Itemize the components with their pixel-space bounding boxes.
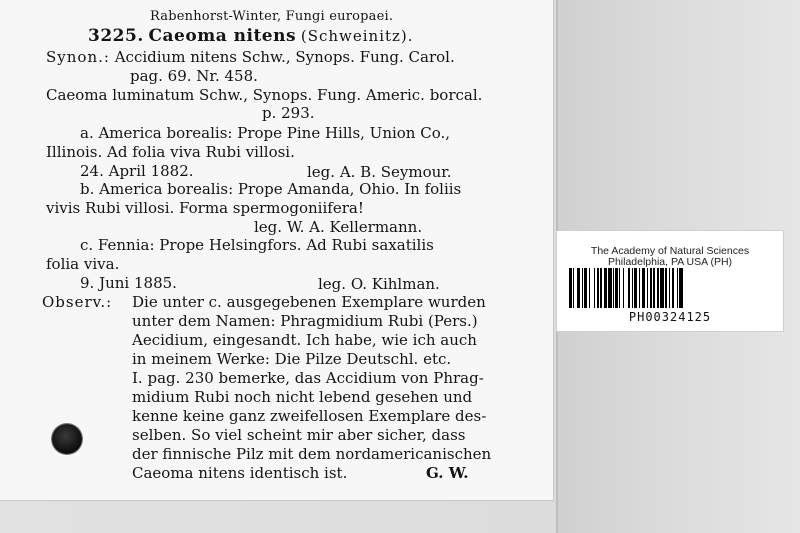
author-signature: G. W.: [426, 464, 469, 482]
observation-line: I. pag. 230 bemerke, das Accidium von Phrag-: [132, 369, 484, 387]
barcode-stripe: [683, 268, 684, 308]
synonym-line-2: pag. 69. Nr. 458.: [130, 67, 258, 85]
synonym-line-4: p. 293.: [262, 104, 315, 122]
observation-line: unter dem Namen: Phragmidium Rubi (Pers.): [132, 312, 478, 330]
species-name: Caeoma nitens: [148, 26, 297, 46]
synonym-text-1: Accidium nitens Schw., Synops. Fung. Carol.: [114, 48, 455, 66]
exsiccata-number: 3225.: [88, 26, 144, 46]
observation-line: kenne keine ganz zweifellosen Exemplare des-: [132, 407, 487, 425]
observation-line: midium Rubi noch nicht lebend gesehen und: [132, 388, 473, 406]
locality-c-line-2: folia viva.: [46, 255, 120, 273]
observation-line: Die unter c. ausgegebenen Exemplare wurden: [132, 293, 486, 311]
observation-line: in meinem Werke: Die Pilze Deutschl. etc.: [132, 350, 452, 368]
locality-b-line-1: b. America borealis: Prope Amanda, Ohio. In foliis: [80, 180, 462, 198]
locality-c-date: 9. Juni 1885.: [80, 274, 177, 292]
species-author: (Schweinitz).: [300, 27, 414, 45]
institution-name: The Academy of Natural Sciences: [590, 245, 750, 257]
locality-a-line-1: a. America borealis: Prope Pine Hills, Union Co.,: [80, 124, 451, 142]
locality-c-collector: leg. O. Kihlman.: [318, 275, 440, 293]
observation-label: Observ.:: [42, 293, 113, 311]
locality-a-collector: leg. A. B. Seymour.: [307, 163, 452, 181]
barcode-number: PH00324125: [628, 310, 712, 324]
observation-line: Aecidium, eingesandt. Ich habe, wie ich auch: [132, 331, 477, 349]
observation-line: selben. So viel scheint mir aber sicher, dass: [132, 426, 466, 444]
synonym-line-3: Caeoma luminatum Schw., Synops. Fung. Americ. borcal.: [46, 86, 483, 104]
barcode-label: [556, 230, 784, 332]
synonym-label: Synon.:: [46, 48, 110, 66]
label-header: Rabenhorst-Winter, Fungi europaei.: [150, 9, 394, 24]
locality-c-line-1: c. Fennia: Prope Helsingfors. Ad Rubi saxatilis: [80, 236, 434, 254]
synonym-line-1: [46, 48, 455, 66]
locality-a-line-2: Illinois. Ad folia viva Rubi villosi.: [46, 143, 295, 161]
institution-location: Philadelphia, PA USA (PH): [607, 256, 733, 268]
locality-b-line-2: vivis Rubi villosi. Forma spermogoniifera!: [46, 199, 364, 217]
barcode-bars: [569, 268, 769, 308]
locality-b-collector: leg. W. A. Kellermann.: [254, 218, 423, 236]
locality-a-date: 24. April 1882.: [80, 162, 194, 180]
punch-hole: [52, 424, 82, 454]
observation-line: der finnische Pilz mit dem nordamericanischen: [132, 445, 492, 463]
observation-line: Caeoma nitens identisch ist.: [132, 464, 348, 482]
species-title: [88, 27, 414, 45]
